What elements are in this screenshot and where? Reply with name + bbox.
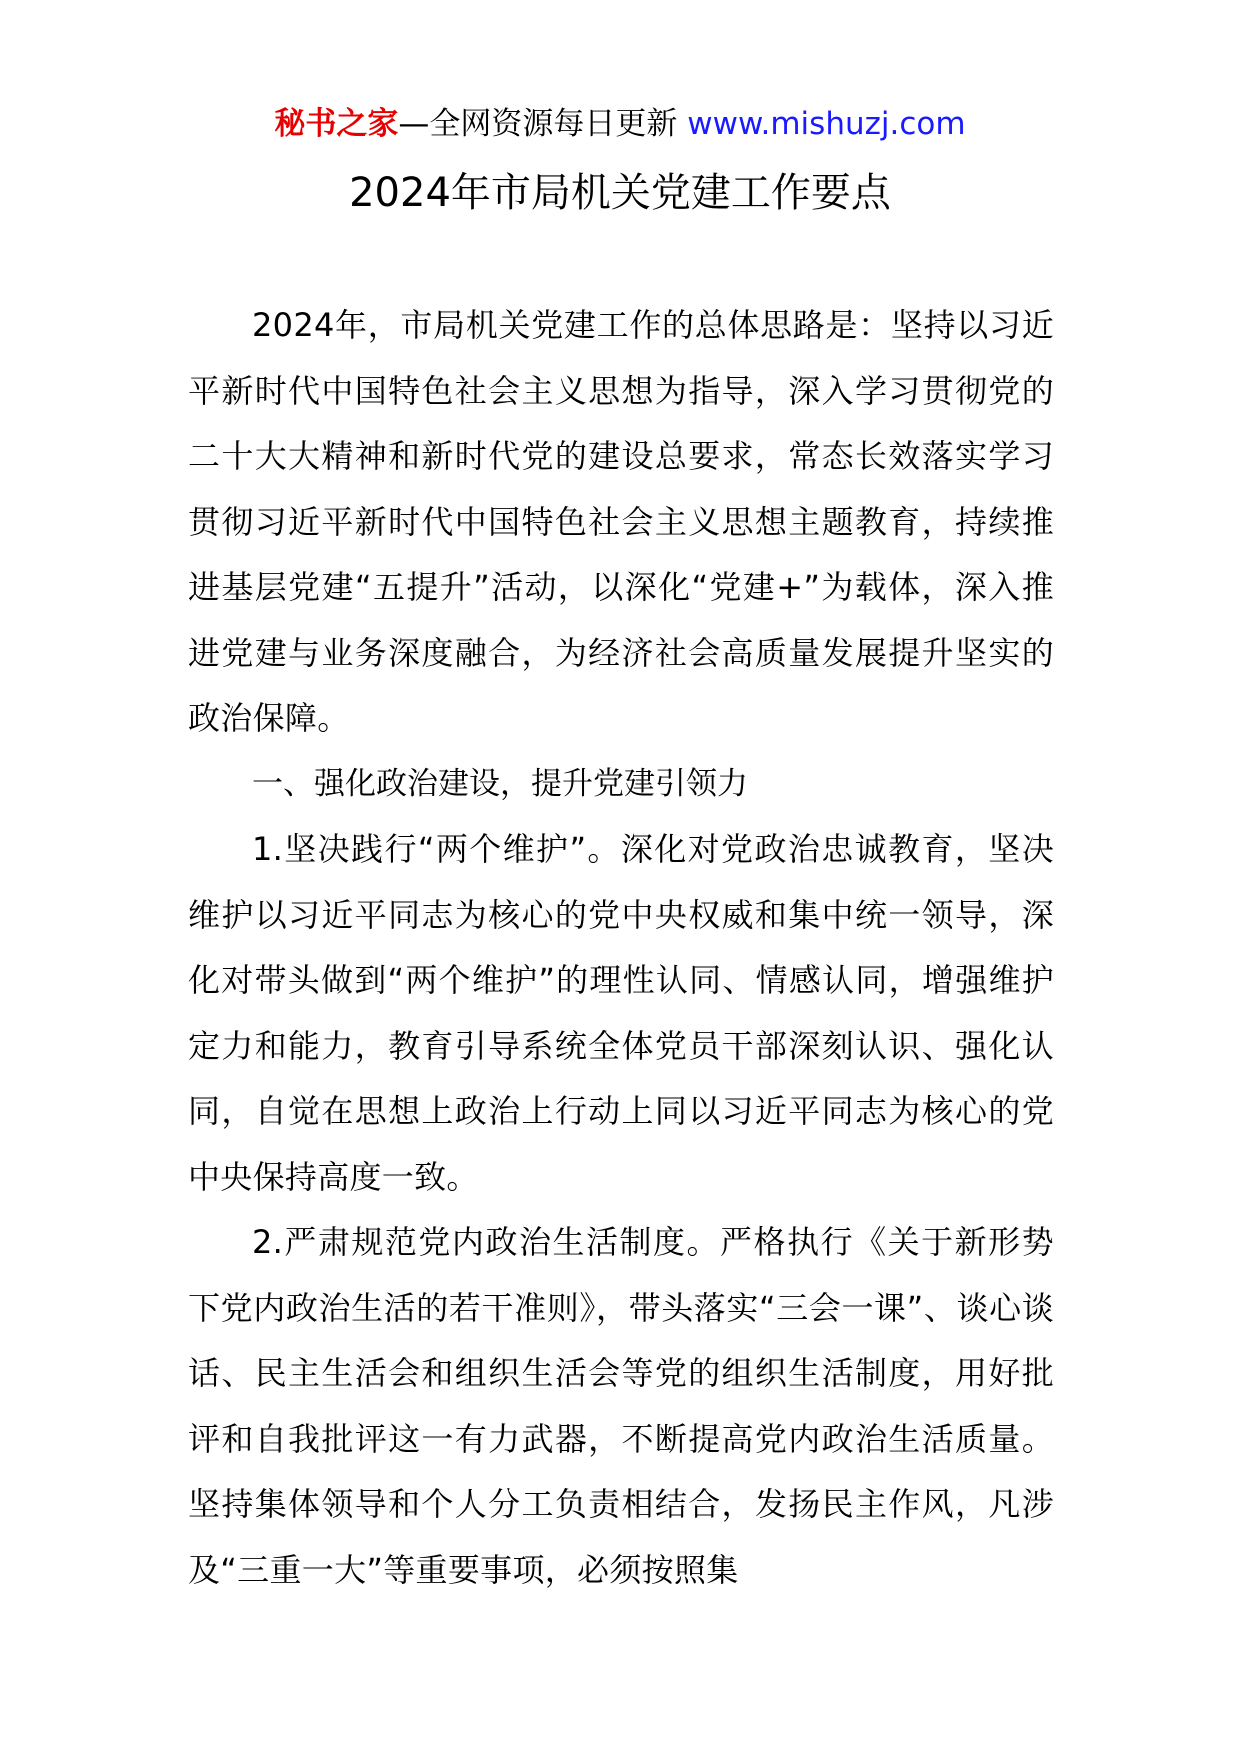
brand-name: 秘书之家	[274, 106, 399, 142]
site-url-link[interactable]: www.mishuzj.com	[687, 106, 966, 142]
site-banner	[0, 102, 1240, 146]
banner-tagline: —全网资源每日更新	[398, 106, 688, 142]
item-paragraph-1: 1.坚决践行“两个维护”。深化对党政治忠诚教育，坚决维护以习近平同志为核心的党中央权威和集中统一领导，深化对带头做到“两个维护”的理性认同、情感认同，增强维护定力和能力，教育引导系统全体党员干部深刻认识、强化认同，自觉在思想上政治上行动上同以习近平同志为核心的党中央保持高度一致。	[188, 830, 1054, 1196]
section-heading-1: 一、强化政治建设，提升党建引领力	[252, 765, 748, 802]
intro-paragraph: 2024年，市局机关党建工作的总体思路是：坚持以习近平新时代中国特色社会主义思想为指导，深入学习贯彻党的二十大大精神和新时代党的建设总要求，常态长效落实学习贯彻习近平新时代中国特色社会主义思想主题教育，持续推进基层党建“五提升”活动，以深化“党建+”为载体，深入推进党建与业务深度融合，为经济社会高质量发展提升坚实的政治保障。	[188, 306, 1054, 737]
item-paragraph-2: 2.严肃规范党内政治生活制度。严格执行《关于新形势下党内政治生活的若干准则》，带头落实“三会一课”、谈心谈话、民主生活会和组织生活会等党的组织生活制度，用好批评和自我批评这一有力武器，不断提高党内政治生活质量。坚持集体领导和个人分工负责相结合，发扬民主作风，凡涉及“三重一大”等重要事项，必须按照集	[188, 1223, 1054, 1589]
document-body	[188, 293, 1054, 1603]
document-title: 2024年市局机关党建工作要点	[349, 170, 891, 216]
